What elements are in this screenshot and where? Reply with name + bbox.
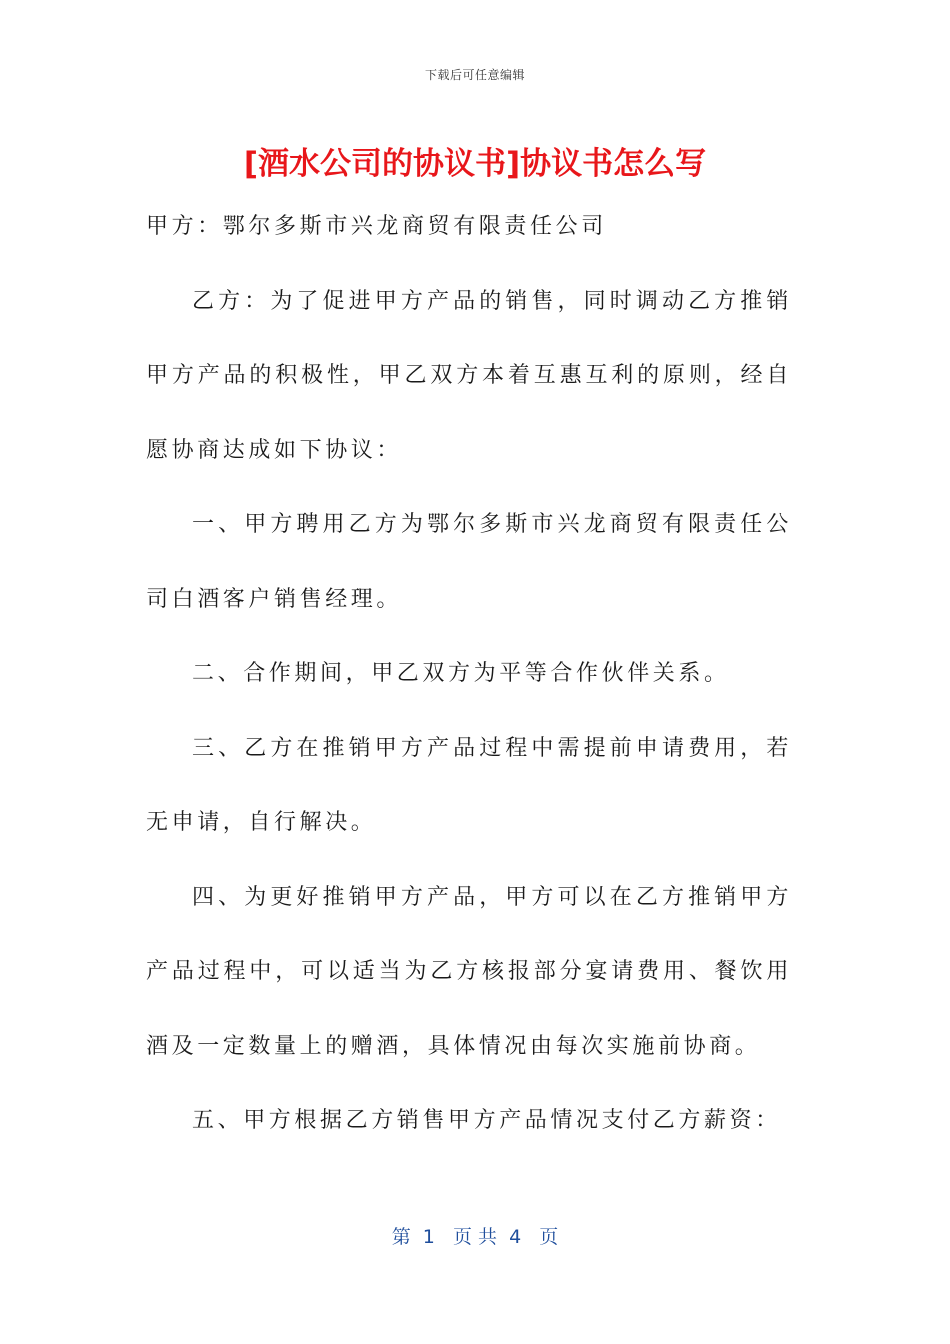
clause-4: 四、为更好推销甲方产品，甲方可以在乙方推销甲方产品过程中，可以适当为乙方核报部分宴请费用、餐饮用酒及一定数量上的赠酒，具体情况由每次实施前协商。 bbox=[146, 884, 792, 1059]
clause-2: 二、合作期间，甲乙双方为平等合作伙伴关系。 bbox=[192, 661, 730, 686]
document-body bbox=[146, 190, 792, 1159]
clause-3: 三、乙方在推销甲方产品过程中需提前申请费用，若无申请，自行解决。 bbox=[146, 735, 792, 835]
clause-5: 五、甲方根据乙方销售甲方产品情况支付乙方薪资： bbox=[192, 1108, 781, 1133]
header-note: 下载后可任意编辑 bbox=[424, 68, 525, 82]
party-a-line: 甲方：鄂尔多斯市兴龙商贸有限责任公司 bbox=[146, 214, 607, 239]
party-b-paragraph: 乙方：为了促进甲方产品的销售，同时调动乙方推销甲方产品的积极性，甲乙双方本着互惠互利的原则，经自愿协商达成如下协议： bbox=[146, 288, 792, 463]
page-number-footer: 第 1 页 共 4 页 bbox=[391, 1226, 559, 1248]
document-title: [酒水公司的协议书]协议书怎么写 bbox=[243, 146, 707, 182]
clause-1: 一、甲方聘用乙方为鄂尔多斯市兴龙商贸有限责任公司白酒客户销售经理。 bbox=[146, 512, 792, 612]
